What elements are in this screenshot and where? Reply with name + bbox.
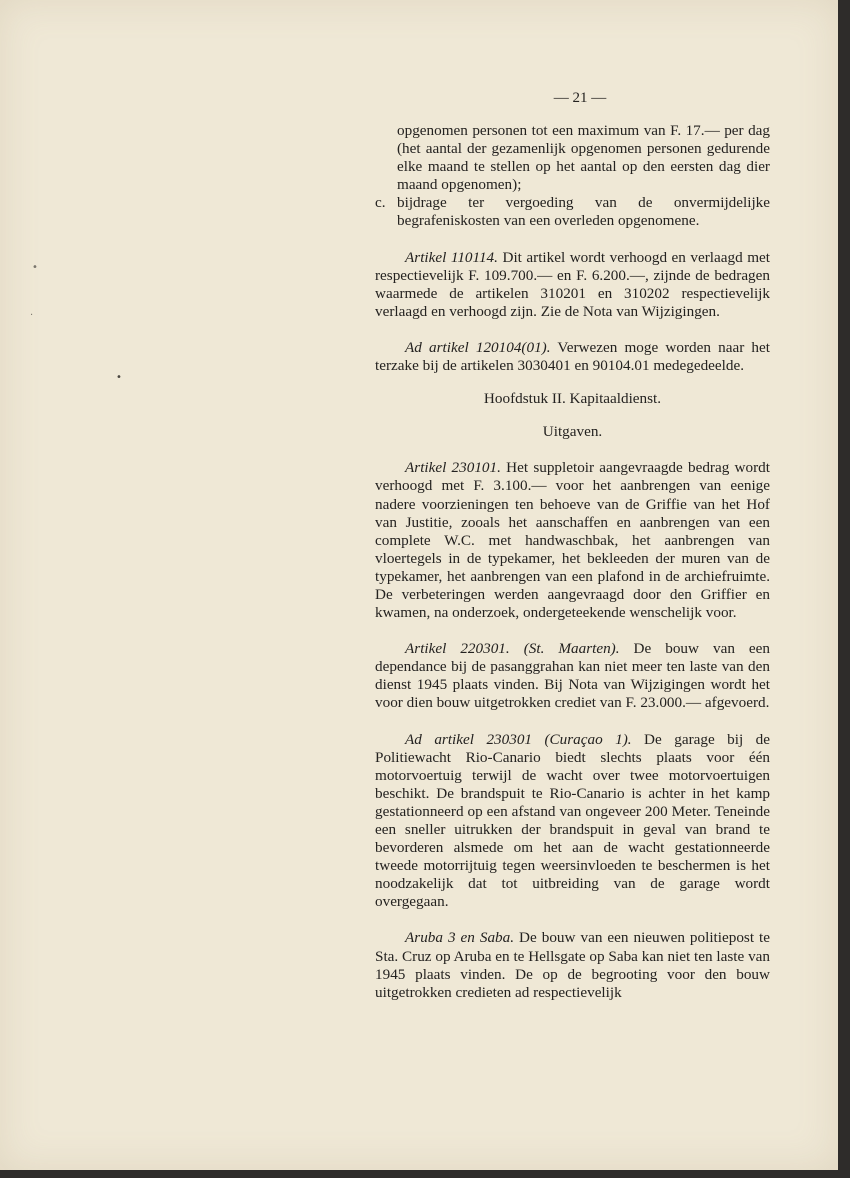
chapter-heading: Hoofdstuk II. Kapitaaldienst. bbox=[483, 390, 662, 408]
paragraph-text: De garage bij de Politiewacht Rio-Canario biedt slechts plaats voor één motorvoertuig terwijl de wacht over twee motorvoertuigen beschikt. De brandspuit te Rio-Canario is achter in het kamp gestationneerd op een afstand van ongeveer 200 Meter. Teneinde een sneller uitrukken der brandspuit in geval van brand te bevorderen alsmede om het aan de wacht gestationneerde tweede motorrijtuig tegen weersinvloeden te beschermen is het noodzakelijk dat tot uitbreiding van de garage wordt overgegaan. bbox=[375, 730, 770, 911]
list-text: bijdrage ter vergoeding van de onvermijdelijke begrafeniskosten van een overleden opgenomene. bbox=[397, 194, 770, 230]
list-label: c. bbox=[375, 194, 386, 212]
article-reference: Artikel 110114. bbox=[405, 248, 498, 266]
article-reference: Artikel 230101. bbox=[405, 459, 501, 477]
paragraph-ad-artikel-230301 bbox=[375, 731, 770, 912]
list-item-c bbox=[375, 194, 770, 230]
margin-mark: • bbox=[32, 262, 38, 273]
article-reference: Artikel 220301. (St. Maarten). bbox=[405, 640, 620, 658]
paragraph-text: Dit artikel wordt verhoogd en verlaagd met respectievelijk F. 109.700.— en F. 6.200.—, zijnde de bedragen waarmede de artikelen 310201 en 310202 respectievelijk verlaagd en verhoogd zijn. Zie de Nota van Wijzigingen. bbox=[375, 248, 770, 320]
paragraph-aruba-saba bbox=[375, 929, 770, 1001]
paragraph-artikel-220301 bbox=[375, 640, 770, 712]
paragraph-text: De bouw van een dependance bij de pasanggrahan kan niet meer ten laste van den dienst 1945 plaats vinden. Bij Nota van Wijzigingen wordt het voor dien bouw uitgetrokken crediet van F. 23.000.— afgevoerd. bbox=[375, 640, 771, 712]
paragraph-text: Het suppletoir aangevraagde bedrag wordt verhoogd met F. 3.100.— voor het aanbrengen van eenige nadere voorzieningen ten behoeve van de Griffie van het Hof van Justitie, zooals het aanschaffen en aanbrengen van een complete W.C. met handwaschbak, het aanbrengen van vloertegels in de typekamer, het bekleeden der muren van de typekamer, het aanbrengen van een plafond in de archiefruimte. De verbeteringen werden aangevraagd door den Griffier en kwamen, na onderzoek, ondergeteekende wenschelijk voor. bbox=[375, 459, 770, 622]
paragraph-ad-artikel-120104 bbox=[375, 339, 770, 375]
margin-mark: • bbox=[116, 372, 122, 383]
paragraph-text: Verwezen moge worden naar het terzake bij de artikelen 3030401 en 90104.01 medegedeelde. bbox=[375, 338, 770, 375]
article-reference: Aruba 3 en Saba. bbox=[405, 929, 515, 947]
paragraph-text: De bouw van een nieuwen politiepost te Sta. Cruz op Aruba en te Hellsgate op Saba kan niet ten laste van 1945 plaats vinden. De op de begrooting voor den bouw uitgetrokken credieten ad respectievelijk bbox=[375, 929, 770, 1001]
paragraph-continued: opgenomen personen tot een maximum van F. 17.— per dag (het aantal der gezamenlijk opgenomen personen gedurende elke maand te stellen op het aantal op den eersten dag dier maand opgenomen); bbox=[397, 122, 770, 194]
article-reference: Ad artikel 230301 (Curaçao 1). bbox=[405, 730, 632, 748]
article-reference: Ad artikel 120104(01). bbox=[405, 338, 551, 356]
paragraph-artikel-110114 bbox=[375, 249, 770, 321]
section-heading: Uitgaven. bbox=[542, 423, 603, 441]
paragraph-artikel-230101 bbox=[375, 459, 770, 622]
body-text bbox=[375, 122, 770, 1002]
page-number: — 21 — bbox=[553, 90, 607, 106]
margin-mark: · bbox=[30, 310, 34, 321]
